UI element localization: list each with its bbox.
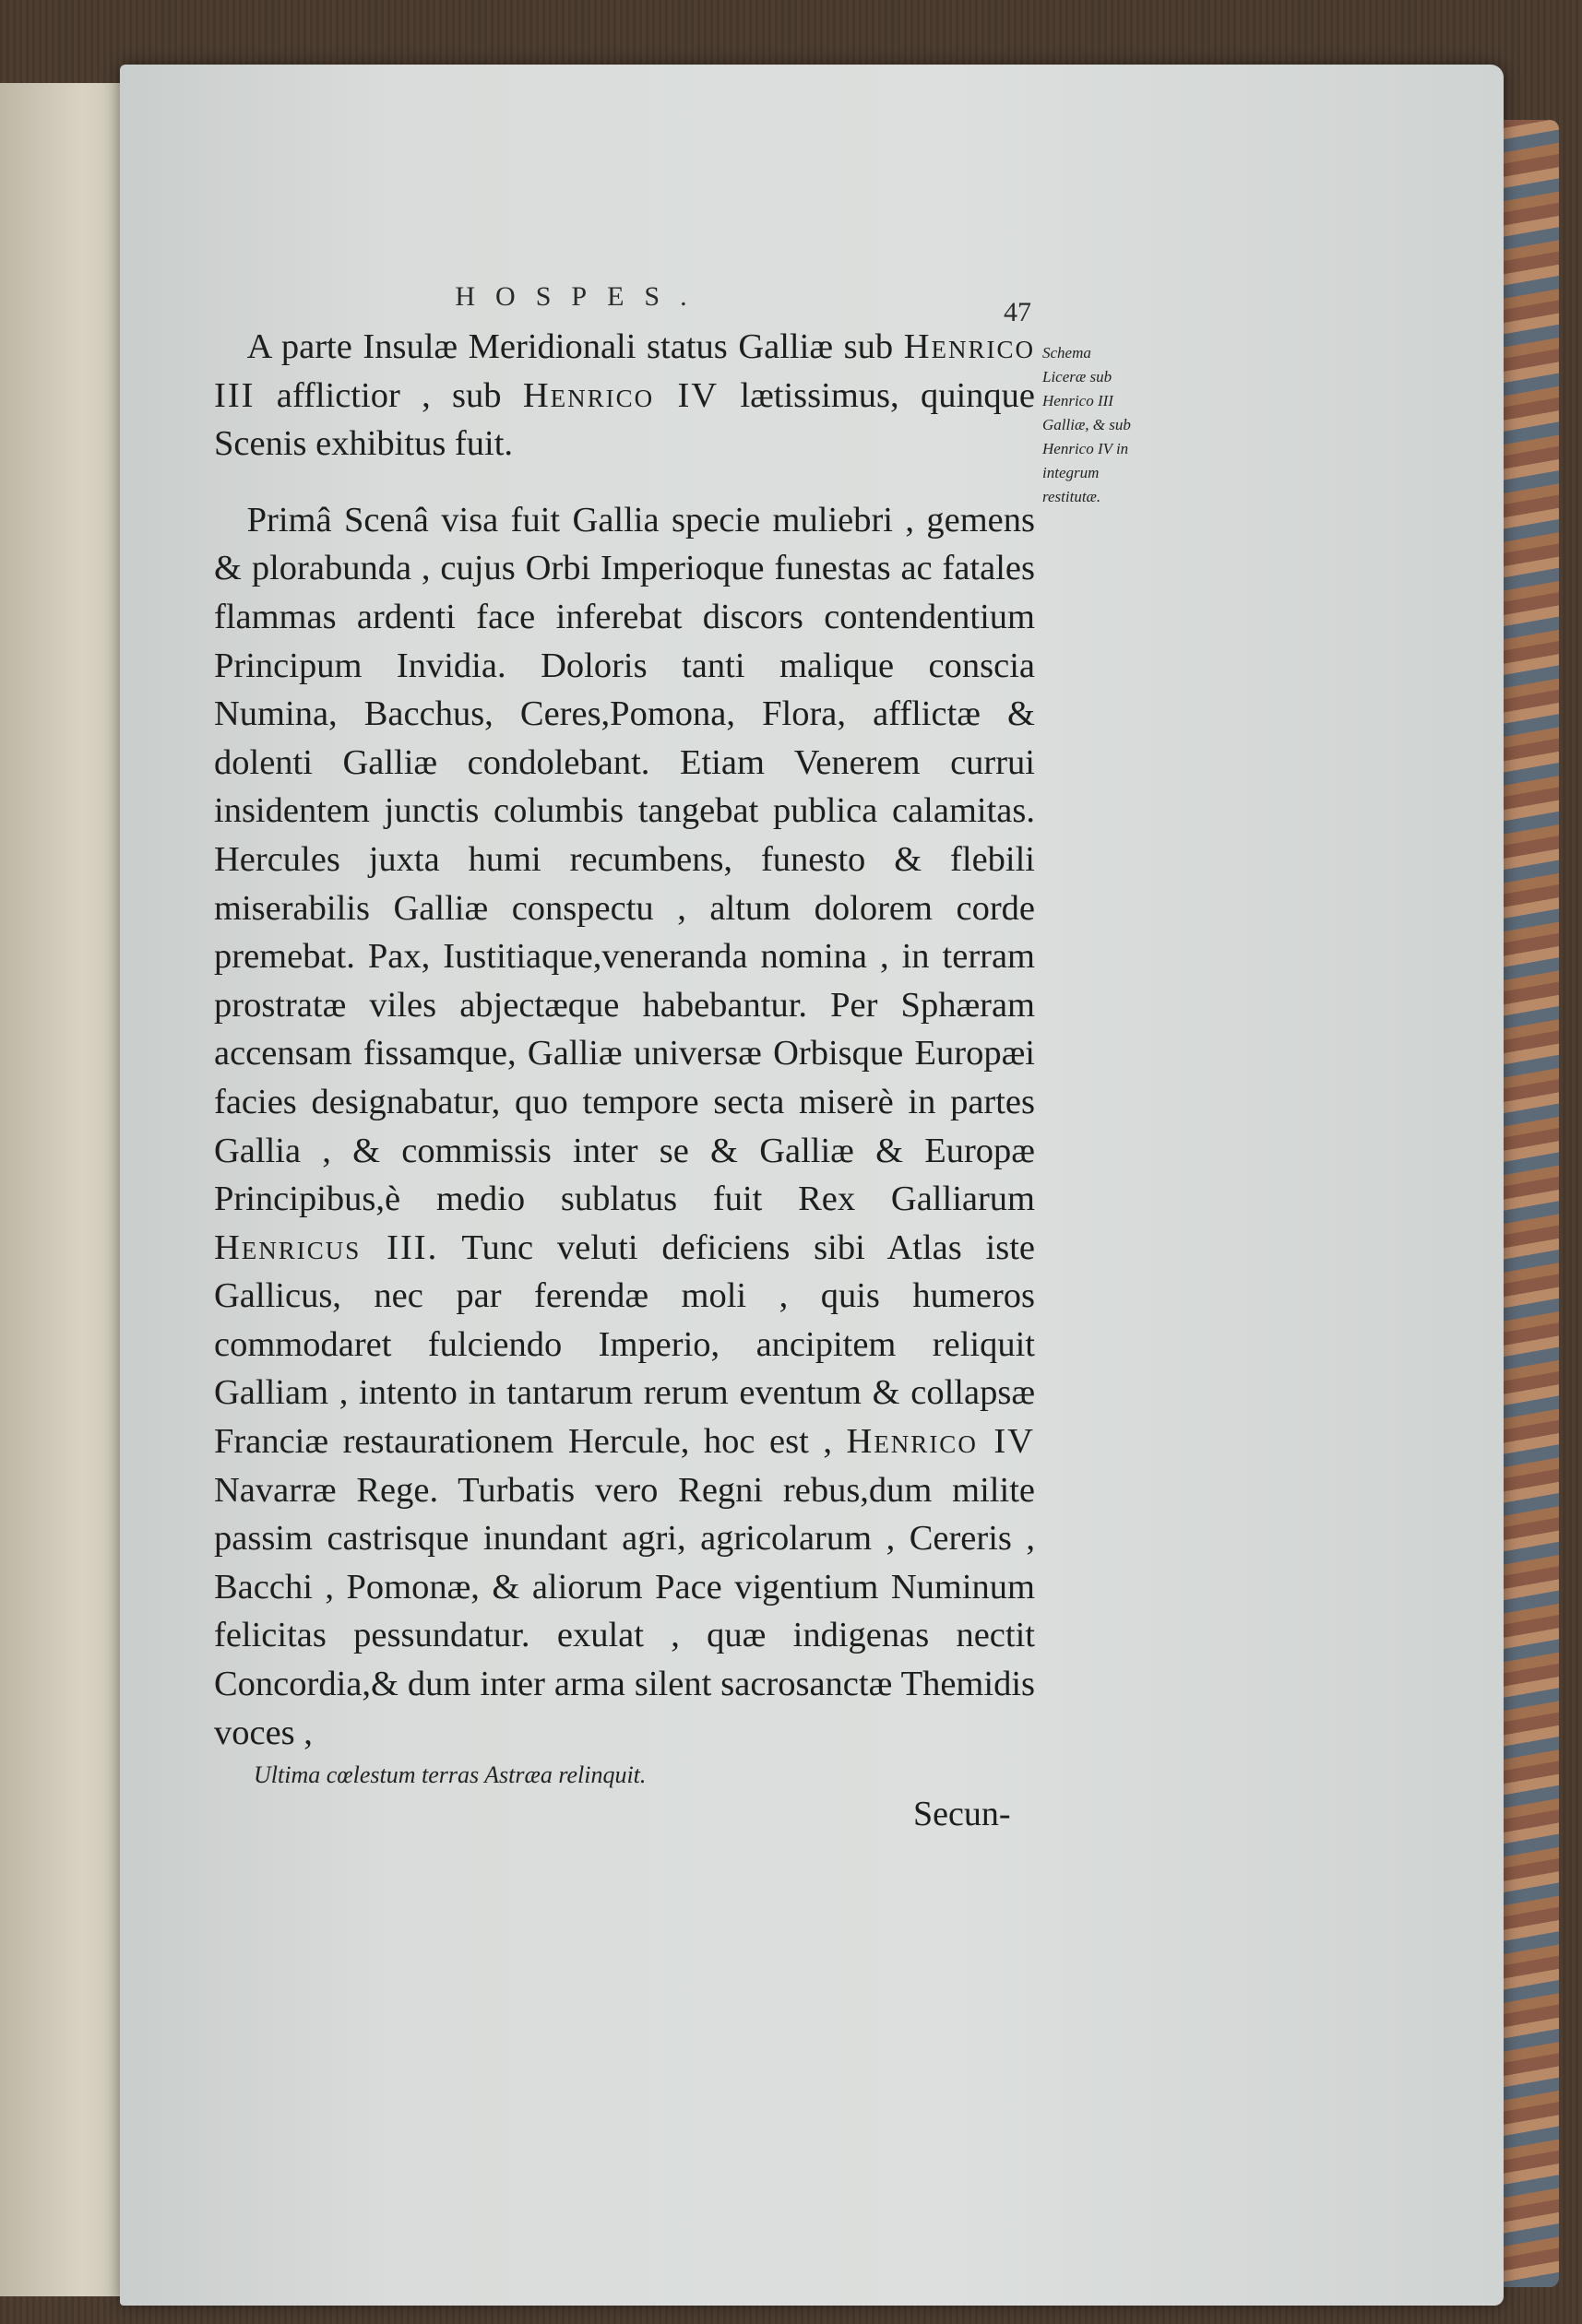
paragraph-2 xyxy=(214,496,1035,1757)
text-segment: A parte Insulæ Meridionali status Galliæ sub xyxy=(246,327,904,366)
small-caps-name: Henricus III. xyxy=(214,1227,439,1267)
text-segment: Tunc veluti deficiens sibi Atlas iste Gallicus, nec par ferendæ moli , quis humeros commodaret fulciendo Imperio, ancipitem reliquit Galliam , intento in tantarum rerum eventum & collapsæ Franciæ restaurationem Hercule, hoc est , xyxy=(214,1227,1035,1462)
running-head: HOSPES. xyxy=(455,281,708,312)
text-segment: afflictior , sub xyxy=(255,375,523,415)
paragraph-1 xyxy=(214,323,1035,468)
text-segment: lætissimus, quinque Scenis exhibitus fuit. xyxy=(214,375,1035,464)
marginal-note: Schema Liceræ sub Henrico III Galliæ, & sub Henrico IV in integrum restitutæ. xyxy=(1042,344,1131,505)
small-caps-name: Henrico IV xyxy=(522,375,720,415)
verse-quote: Ultima cœlestum terras Astræa relinquit. xyxy=(254,1761,647,1788)
text-segment: Navarræ Rege. Turbatis vero Regni rebus,dum milite passim castrisque inundant agri, agricolarum , Cereris , Bacchi , Pomonæ, & aliorum Pace vigentium Numinum felicitas pessundatur. exulat , quæ indigenas nectit Concordia,& dum inter arma silent sacrosanctæ Themidis voces , xyxy=(214,1470,1035,1752)
small-caps-name: Henrico III xyxy=(214,327,1035,415)
catchword: Secun- xyxy=(913,1795,1011,1833)
small-caps-name: Henrico IV xyxy=(846,1422,1035,1462)
facing-page xyxy=(0,83,138,2296)
text-segment: Primâ Scenâ visa fuit Gallia specie muliebri , gemens & plorabunda , cujus Orbi Imperioque funestas ac fatales flammas ardenti face inferebat discors contendentium Principum Invidia. Doloris tanti malique conscia Numina, Bacchus, Ceres,Pomona, Flora, afflictæ & dolenti Galliæ condolebant. Etiam Venerem currui insidentem junctis columbis tangebat publica calamitas. Hercules juxta humi recumbens, funesto & flebili miserabilis Galliæ conspectu , altum dolorem corde premebat. Pax, Iustitiaque,veneranda nomina , in terram prostratæ viles abjectæque habebantur. Per Sphæram accensam fissamque, Galliæ universæ Orbisque Europæi facies designabatur, quo tempore secta miserè in partes Gallia , & commissis inter se & Galliæ & Europæ Principibus,è medio sublatus fuit Rex Galliarum xyxy=(214,500,1035,1219)
main-text-block xyxy=(214,323,1035,1757)
page-number: 47 xyxy=(1004,297,1031,327)
